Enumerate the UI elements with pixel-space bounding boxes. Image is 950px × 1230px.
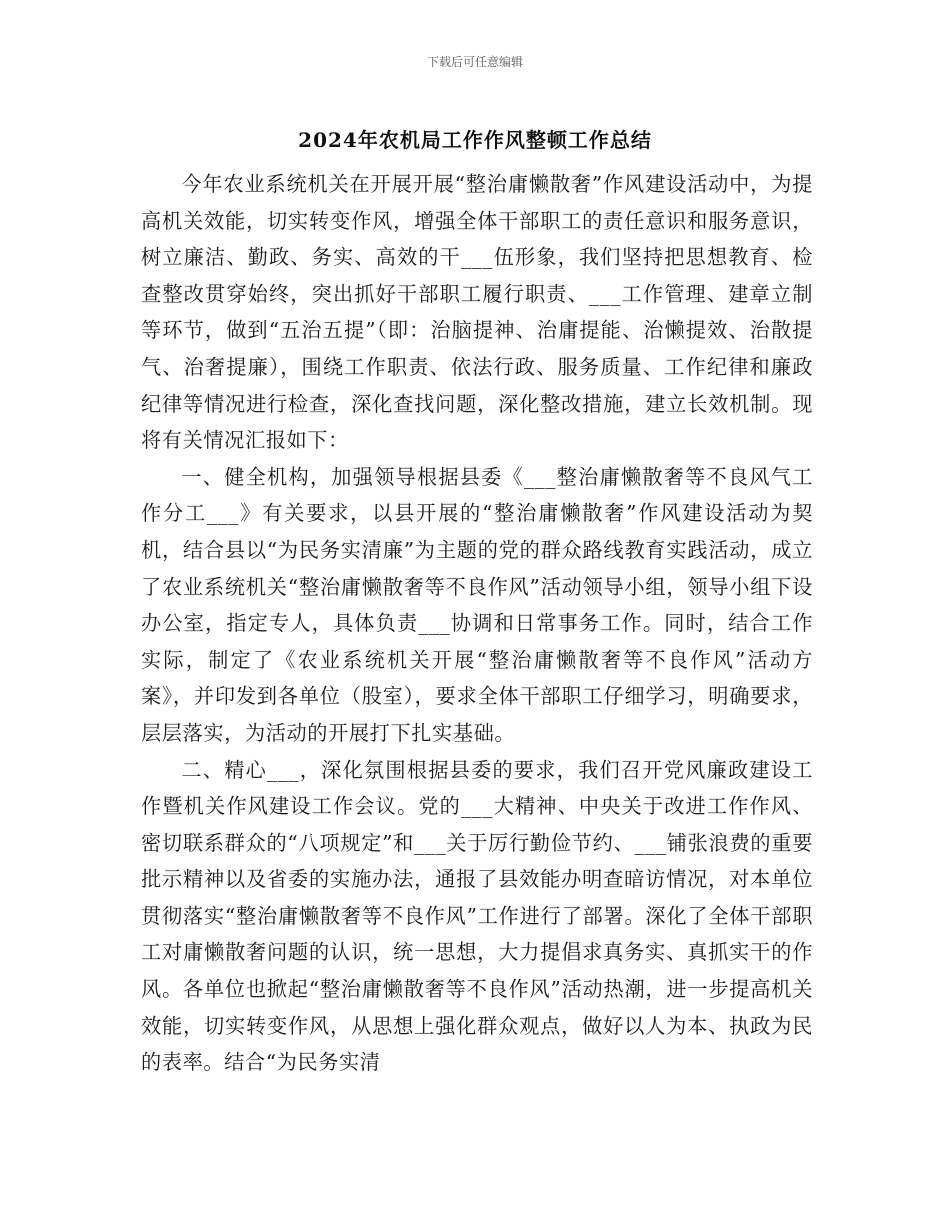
paragraph-section-2: 二、精心___，深化氛围根据县委的要求，我们召开党风廉政建设工作暨机关作风建设工作会议。党的___大精神、中央关于改进工作作风、密切联系群众的“八项规定”和___关于厉行勤俭节约、___铺张浪费的重要批示精神以及省委的实施办法，通报了县效能办明查暗访情况，对本单位贯彻落实“整治庸懒散奢等不良作风”工作进行了部署。深化了全体干部职工对庸懒散奢问题的认识，统一思想，大力提倡求真务实、真抓实干的作风。各单位也掀起“整治庸懒散奢等不良作风”活动热潮，进一步提高机关效能，切实转变作风，从思想上强化群众观点，做好以人为本、执政为民的表率。结合“为民务实清: [141, 757, 813, 1075]
paragraph-section-1: 一、健全机构，加强领导根据县委《___整治庸懒散奢等不良风气工作分工___》有关要求，以县开展的“整治庸懒散奢”作风建设活动为契机，结合县以“为民务实清廉”为主题的党的群众路线教育实践活动，成立了农业系统机关“整治庸懒散奢等不良作风”活动领导小组，领导小组下设办公室，指定专人，具体负责___协调和日常事务工作。同时，结合工作实际，制定了《农业系统机关开展“整治庸懒散奢等不良作风”活动方案》，并印发到各单位（股室），要求全体干部职工仔细学习，明确要求，层层落实，为活动的开展打下扎实基础。: [141, 464, 813, 745]
document-body: [141, 166, 813, 1081]
header-note: 下载后可任意编辑: [426, 55, 523, 69]
paragraph-intro: 今年农业系统机关在开展开展“整治庸懒散奢”作风建设活动中，为提高机关效能，切实转变作风，增强全体干部职工的责任意识和服务意识，树立廉洁、勤政、务实、高效的干___伍形象，我们坚持把思想教育、检查整改贯穿始终，突出抓好干部职工履行职责、___工作管理、建章立制等环节，做到“五治五提”（即：治脑提神、治庸提能、治懒提效、治散提气、治奢提廉），围绕工作职责、依法行政、服务质量、工作纪律和廉政纪律等情况进行检查，深化查找问题，深化整改措施，建立长效机制。现将有关情况汇报如下：: [141, 172, 813, 453]
document-title: 2024年农机局工作作风整顿工作总结: [298, 128, 652, 152]
